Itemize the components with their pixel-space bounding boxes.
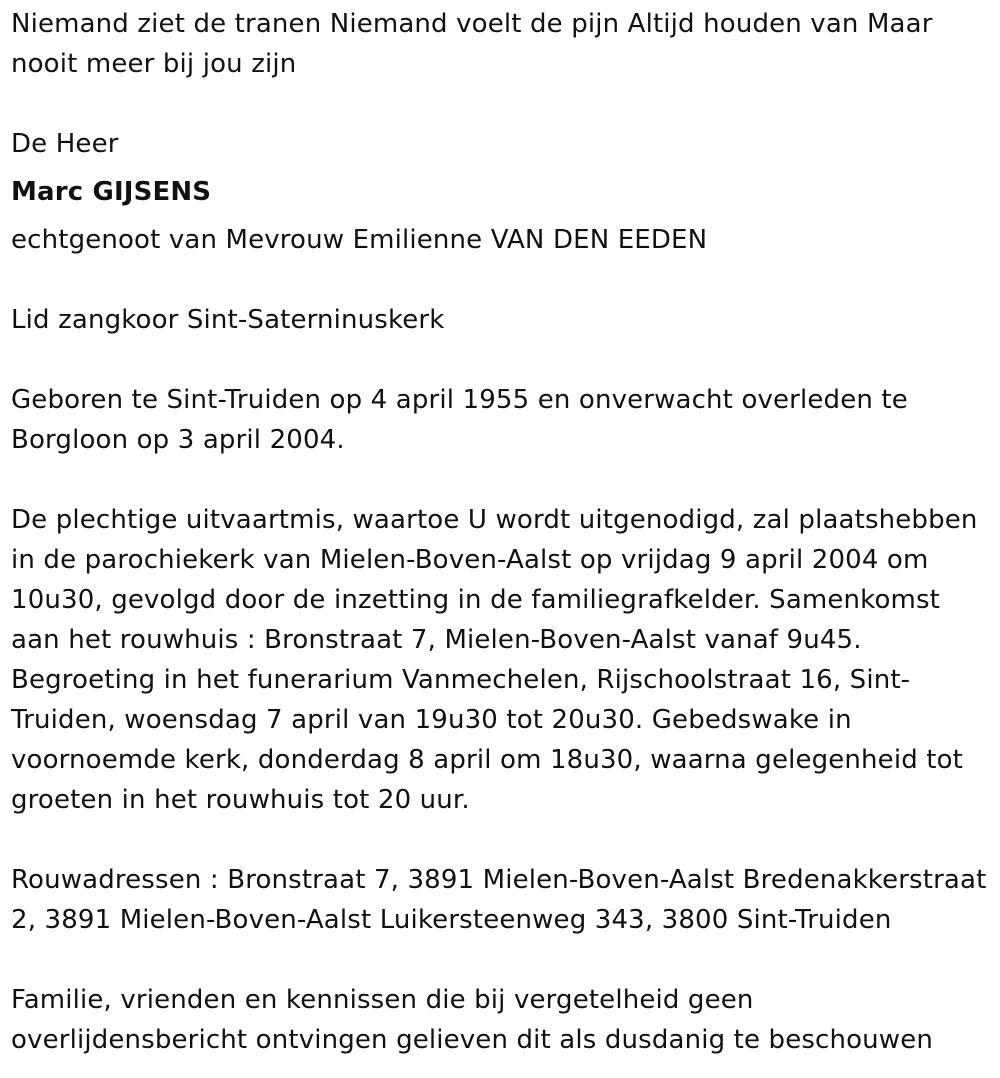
spouse-line: echtgenoot van Mevrouw Emilienne VAN DEN EEDEN: [11, 225, 708, 255]
spacer: [11, 260, 996, 300]
spacer: [11, 164, 996, 172]
addresses-paragraph: Rouwadressen : Bronstraat 7, 3891 Mielen-Boven-Aalst Bredenakkerstraat 2, 3891 Mielen-Boven-Aalst Luikersteenweg 343, 3800 Sint-Truiden: [11, 865, 987, 935]
funeral-paragraph: De plechtige uitvaartmis, waartoe U wordt uitgenodigd, zal plaatshebben in de parochiekerk van Mielen-Boven-Aalst op vrijdag 9 april 2004 om 10u30, gevolgd door de inzetting in de familiegrafkelder. Samenkomst aan het rouwhuis : Bronstraat 7, Mielen-Boven-Aalst vanaf 9u45. Begroeting in het funerarium Vanmechelen, Rijschoolstraat 16, Sint-Truiden, woensdag 7 april van 19u30 tot 20u30. Gebedswake in voornoemde kerk, donderdag 8 april om 18u30, waarna gelegenheid tot groeten in het rouwhuis tot 20 uur.: [11, 505, 978, 815]
spacer: [11, 84, 996, 124]
spacer: [11, 820, 996, 860]
membership-line: Lid zangkoor Sint-Saterninuskerk: [11, 305, 445, 335]
spacer: [11, 460, 996, 500]
birth-death-paragraph: Geboren te Sint-Truiden op 4 april 1955 en onverwacht overleden te Borgloon op 3 april 2004.: [11, 385, 908, 455]
spacer: [11, 212, 996, 220]
obituary-document: [11, 4, 996, 1060]
spacer: [11, 940, 996, 980]
closing-paragraph: Familie, vrienden en kennissen die bij vergetelheid geen overlijdensbericht ontvingen gelieven dit als dusdanig te beschouwen: [11, 985, 933, 1055]
deceased-name: Marc GIJSENS: [11, 177, 212, 207]
spacer: [11, 340, 996, 380]
salutation: De Heer: [11, 129, 119, 159]
poem-text: Niemand ziet de tranen Niemand voelt de pijn Altijd houden van Maar nooit meer bij jou zijn: [11, 9, 933, 79]
